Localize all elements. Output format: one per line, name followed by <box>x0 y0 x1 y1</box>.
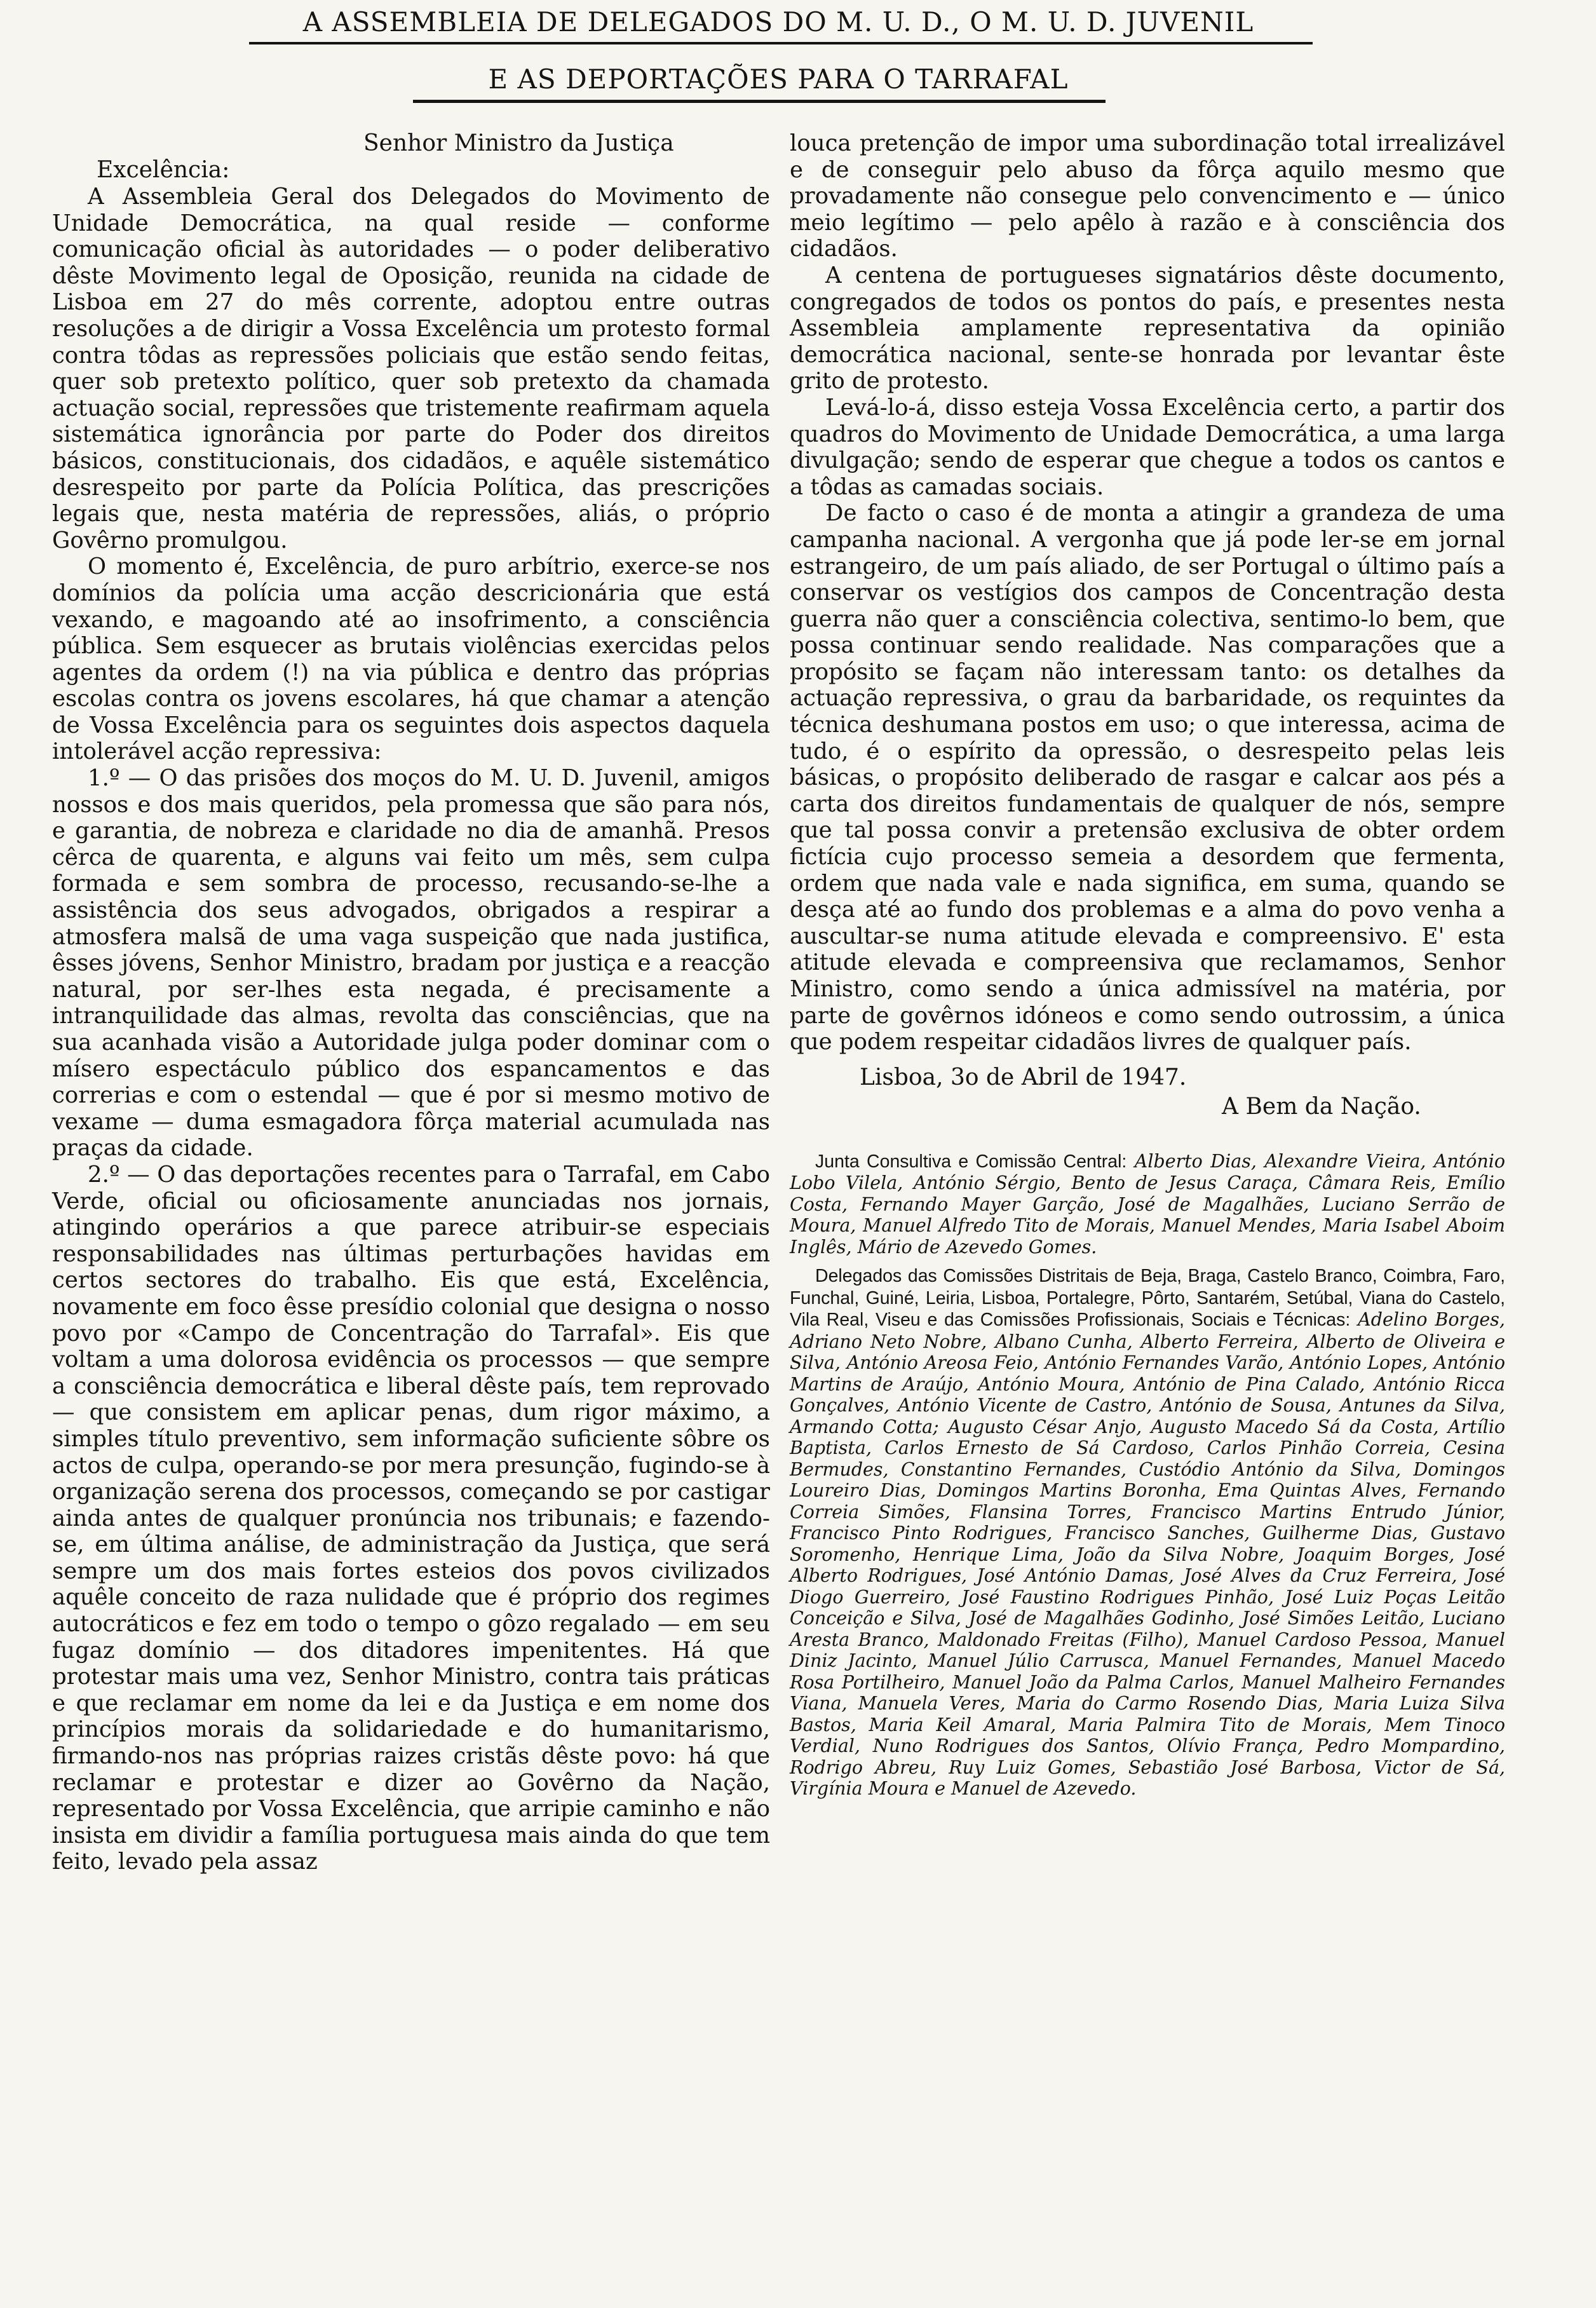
signatories-central-names: Alberto Dias, Alexandre Vieira, António Lobo Vilela, António Sérgio, Bento de Jesus Caraça, Câmara Reis, Emílio Costa, Fernando Mayer Garção, José de Magalhães, Luciano Serrão de Moura, Manuel Alfredo Tito de Morais, Manuel Mendes, Maria Isabel Aboim Inglês, Mário de Azevedo Gomes. <box>790 1150 1505 1258</box>
letter-dateline: Lisboa, 3o de Abril de 1947. <box>860 1064 1187 1090</box>
headline-line-1: A ASSEMBLEIA DE DELEGADOS DO M. U. D., O M. U. D. JUVENIL <box>302 6 1254 37</box>
letter-paragraph: A centena de portugueses signatários dêste documento, congregados de todos os pontos do país, e presentes nesta Assembleia amplamente representativa da opinião democrática nacional, sente-se honrada por levantar êste grito de protesto. <box>790 262 1505 395</box>
letter-paragraph: 2.º — O das deportações recentes para o Tarrafal, em Cabo Verde, oficial ou oficiosamente anunciadas nos jornais, atingindo operários a que parece atribuir-se especiais responsabilidades nas últimas perturbações havidas em certos sectores do trabalho. Eis que está, Excelência, novamente em foco êsse presídio colonial que designa o nosso povo por «Campo de Concentração do Tarrafal». Eis que voltam a uma dolorosa evidência os processos — que sempre a consciência democrática e liberal dêste país, tem reprovado — que consistem em aplicar penas, dum rigor máximo, a simples título preventivo, sem informação suficiente sôbre os actos de culpa, operando-se por mera presunção, fugindo-se à organização serena dos processos, começando se por castigar ainda antes de qualquer pronúncia nos tribunais; e fazendo-se, em última análise, de administração da Justiça, que será sempre um dos mais fortes esteios dos povos civilizados aquêle conceito de raza nulidade que é próprio dos regimes autocráticos e fez em todo o tempo o gôzo regalado — em seu fugaz domínio — dos ditadores impenitentes. Há que protestar mais uma vez, Senhor Ministro, contra tais práticas e que reclamar em nome da lei e da Justiça e em nome dos princípios morais da solidariedade e do humanitarismo, firmando-nos nas próprias raizes cristãs dêste povo: há que reclamar e protestar e dizer ao Govêrno da Nação, representado por Vossa Excelência, que arripie caminho e não insista em dividir a família portuguesa mais ainda do que tem feito, levado pela assaz <box>52 1161 770 1875</box>
signatories-district-names: Adelino Borges, Adriano Neto Nobre, Albano Cunha, Alberto Ferreira, Alberto de Oliveira e Silva, António Areosa Feio, António Fernandes Varão, António Lopes, António Martins de Araújo, António Moura, António de Pina Calado, António Ricca Gonçalves, António Vicente de Castro, António de Sousa, Antunes da Silva, Armando Cotta; Augusto César Anjo, Augusto Macedo Sá da Costa, Artílio Baptista, Carlos Ernesto de Sá Cardoso, Carlos Pinhão Correia, Cesina Bermudes, Constantino Fernandes, Custódio António da Silva, Domingos Loureiro Dias, Domingos Martins Boronha, Ema Quintas Alves, Fernando Correia Simões, Flansina Torres, Francisco Martins Entrudo Júnior, Francisco Pinto Rodrigues, Francisco Sanches, Guilherme Dias, Gustavo Soromenho, Henrique Lima, João da Silva Nobre, Joaquim Borges, José Alberto Rodrigues, José António Damas, José Alves da Cruz Ferreira, José Diogo Guerreiro, José Faustino Rodrigues Pinhão, José Luiz Poças Leitão Conceição e Silva, José de Magalhães Godinho, José Simões Leitão, Luciano Aresta Branco, Maldonado Freitas (Filho), Manuel Cardoso Pessoa, Manuel Diniz Jacinto, Manuel Júlio Carrusca, Manuel Fernandes, Manuel Macedo Rosa Portilheiro, Manuel João da Palma Carlos, Manuel Malheiro Fernandes Viana, Manuela Veres, Maria do Carmo Rosendo Dias, Maria Luiza Silva Bastos, Maria Keil Amaral, Maria Palmira Tito de Morais, Mem Tinoco Verdial, Nuno Rodrigues dos Santos, Olívio França, Pedro Mompardino, Rodrigo Abreu, Ruy Luiz Gomes, Sebastião José Barbosa, Victor de Sá, Virgínia Moura e Manuel de Azevedo. <box>790 1309 1505 1800</box>
letter-addressee: Senhor Ministro da Justiça <box>363 130 674 156</box>
signatories-block <box>790 1151 1505 1800</box>
right-column <box>790 130 1505 1807</box>
letter-salutation: Excelência: <box>97 157 230 183</box>
headline-rule-2 <box>413 100 1106 103</box>
letter-paragraph: O momento é, Excelência, de puro arbítrio, exerce-se nos domínios da polícia uma acção descricionária que está vexando, e magoando até ao insofrimento, a consciência pública. Sem esquecer as brutais violências exercidas pelos agentes da ordem (!) na via pública e dentro das próprias escolas contra os jovens escolares, há que chamar a atenção de Vossa Excelência para os seguintes dois aspectos daquela intolerável acção repressiva: <box>52 553 770 765</box>
letter-paragraph: louca pretenção de impor uma subordinação total irrealizável e de conseguir pelo abuso da fôrça aquilo mesmo que provadamente não consegue pelo convencimento e — único meio legítimo — pelo apêlo à razão e à consciência dos cidadãos. <box>790 130 1505 262</box>
signatories-central <box>790 1151 1505 1258</box>
signatories-district-label: Delegados das Comissões Distritais de Beja, Braga, Castelo Branco, Coimbra, Faro, Funchal, Guiné, Leiria, Lisboa, Portalegre, Pôrto, Santarém, Setúbal, Viana do Castelo, Vila Real, Viseu e das Comissões Profissionais, Sociais e Técnicas: <box>790 1266 1505 1331</box>
letter-paragraph: De facto o caso é de monta a atingir a grandeza de uma campanha nacional. A vergonha que já pode ler-se em jornal estrangeiro, de um país aliado, de ser Portugal o último país a conservar os vestígios dos campos de Concentração desta guerra não quer a consciência colectiva, sentimo-lo bem, que possa continuar sendo realidade. Nas comparações que a propósito se façam não interessam tanto: os detalhes da actuação repressiva, o grau da barbaridade, os requintes da técnica deshumana postos em uso; o que interessa, acima de tudo, é o espírito da opressão, o desrespeito pelas leis básicas, o propósito deliberado de rasgar e calcar aos pés a carta dos direitos fundamentais de qualquer de nós, sempre que tal possa convir a pretensão exclusiva de obter ordem fictícia cujo processo semeia a desordem que fermenta, ordem que nada vale e nada significa, em suma, quando se desça até ao fundo dos problemas e a alma do povo venha a auscultar-se numa atitude elevada e compreensivo. E' esta atitude elevada e compreensiva que reclamamos, Senhor Ministro, como sendo a única admissível na matéria, por parte de govêrnos idóneos e como sendo outrossim, a única que podem respeitar cidadãos livres de qualquer país. <box>790 500 1505 1056</box>
letter-paragraph: 1.º — O das prisões dos moços do M. U. D. Juvenil, amigos nossos e dos mais queridos, pela promessa que são para nós, e garantia, de nobreza e claridade no dia de amanhã. Presos cêrca de quarenta, e alguns vai feito um mês, sem culpa formada e sem sombra de processo, recusando-se-lhe a assistência dos seus advogados, obrigados a respirar a atmosfera malsã de uma vaga suspeição que nada justifica, êsses jóvens, Senhor Ministro, bradam por justiça e a reacção natural, por ser-lhes esta negada, é precisamente a intranquilidade das almas, revolta das consciências, que na sua acanhada visão a Autoridade julga poder dominar com o mísero espectáculo público dos espancamentos e das correrias e com o estendal — que é por si mesmo motivo de vexame — duma esmagadora fôrça material acumulada nas praças da cidade. <box>52 765 770 1162</box>
letter-closing: A Bem da Nação. <box>1222 1093 1421 1120</box>
letter-continuation <box>790 130 1505 1056</box>
left-column <box>52 130 770 1875</box>
headline-line-2: E AS DEPORTAÇÕES PARA O TARRAFAL <box>488 64 1069 95</box>
signatories-district <box>790 1265 1505 1800</box>
signatories-central-label: Junta Consultiva e Comissão Central: <box>815 1151 1127 1172</box>
letter-paragraph: Levá-lo-á, disso esteja Vossa Excelência certo, a partir dos quadros do Movimento de Unidade Democrática, a uma larga divulgação; sendo de esperar que chegue a todos os cantos e a tôdas as camadas sociais. <box>790 394 1505 500</box>
letter-paragraph: A Assembleia Geral dos Delegados do Movimento de Unidade Democrática, na qual reside — conforme comunicação oficial às autoridades — o poder deliberativo dêste Movimento legal de Oposição, reunida na cidade de Lisboa em 27 do mês corrente, adoptou entre outras resoluções a de dirigir a Vossa Excelência um protesto formal contra tôdas as repressões policiais que estão sendo feitas, quer sob pretexto político, quer sob pretexto da chamada actuação social, repressões que tristemente reafirmam aquela sistemática ignorância por parte do Poder dos direitos básicos, constitucionais, dos cidadãos, e aquêle sistemático desrespeito por parte da Polícia Política, das prescrições legais que, nesta matéria de repressões, aliás, o próprio Govêrno promulgou. <box>52 184 770 553</box>
headline-rule-1 <box>249 42 1313 44</box>
